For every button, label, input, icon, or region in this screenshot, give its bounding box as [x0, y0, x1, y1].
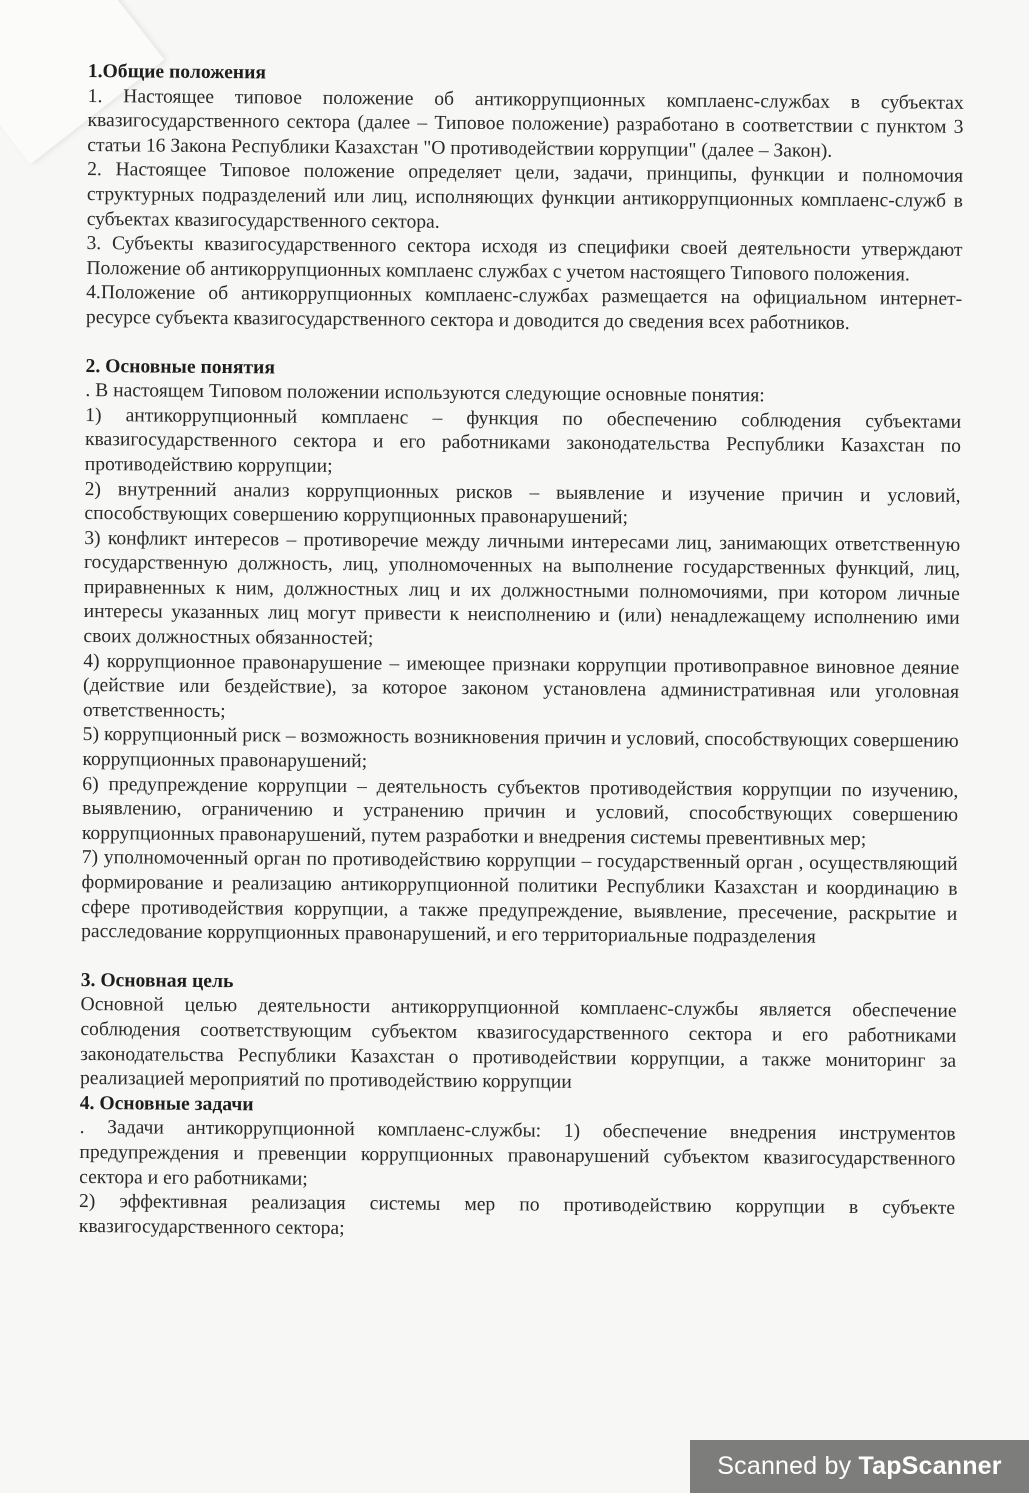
definition-4: 4) коррупционное правонарушение – имеющее признаки коррупции противоправное виновное деяние (действие или бездействие), за которое законом установлена административная или уголовная ответственность; — [82, 650, 960, 722]
section-1-paragraph-2: 2. Настоящее Типовое положение определяет цели, задачи, принципы, функции и полномочия структурных подразделений или лиц, исполняющих функции антикоррупционных комплаенс-служб в субъектах квазигосударственного сектора. — [86, 159, 964, 233]
watermark-brand: TapScanner — [858, 1452, 1002, 1480]
definition-1: 1) антикоррупционный комплаенс – функция по обеспечению соблюдения субъектами квазигосударственного сектора и его работниками законодательства Республики Казахстан по противодействию коррупции; — [84, 404, 962, 477]
definition-6: 6) предупреждение коррупции – деятельность субъектов противодействия коррупции по изучению, выявлению, ограничению и устранению причин и условий, способствующих совершению коррупционных правонарушений, путем разработки и внедрения системы превентивных мер; — [81, 773, 959, 850]
section-2-intro: . В настоящем Типовом положении используются следующие основные понятия: — [85, 380, 765, 407]
section-1-paragraph-3: 3. Субъекты квазигосударственного сектора исходя из специфики своей деятельности утверждают Положение об антикоррупционных комплаенс службах с учетом настоящего Типового положения. — [86, 233, 963, 286]
watermark-prefix: Scanned by — [717, 1452, 859, 1480]
section-4-paragraph-1: . Задачи антикоррупционной комплаенс-службы: 1) обеспечение внедрения инструментов предупреждения и превенции коррупционных правонарушений субъектом квазигосударственного сектора и его работниками; — [79, 1117, 956, 1190]
section-1-title: 1.Общие положения — [87, 60, 267, 84]
section-1-paragraph-4: 4.Положение об антикоррупционных комплаенс-службах размещается на официальном интернет-ресурсе субъекта квазигосударственного сектора и доводится до сведения всех работников. — [85, 282, 963, 334]
document-body — [79, 60, 964, 1246]
section-4-title: 4. Основные задачи — [79, 1092, 254, 1116]
section-3-paragraph-1: Основной целью деятельности антикоррупционной комплаенс-службы является обеспечение соблюдения соответствующим субъектом квазигосударственного сектора и его работниками законодательства Республики Казахстан о противодействии коррупции, а также мониторинг за реализацией мероприятий по противодействию коррупции — [79, 994, 957, 1093]
section-1-paragraph-1: 1. Настоящее типовое положение об антикоррупционных комплаенс-службах в субъектах квазигосударственного сектора (далее – Типовое положение) разработано в соответствии с пунктом 3 статьи 16 Закона Республики Казахстан "О противодействии коррупции" (далее – Закон). — [87, 85, 964, 162]
section-3-title: 3. Основная цель — [80, 969, 234, 992]
section-4-paragraph-2: 2) эффективная реализация системы мер по противодействию коррупции в субъекте квазигосударственного сектора; — [78, 1191, 956, 1239]
section-2-title: 2. Основные понятия — [85, 355, 276, 379]
definition-7: 7) уполномоченный орган по противодействию коррупции – государственный орган , осуществляющий формирование и реализацию антикоррупционной политики Республики Казахстан и координацию в сфере противодействия коррупции, а также предупреждение, выявление, пресечение, раскрытие и расследование коррупционных правонарушений, и его территориальные подразделения — [81, 847, 958, 948]
scanner-watermark — [690, 1440, 1029, 1493]
definition-3: 3) конфликт интересов – противоречие между личными интересами лиц, занимающих ответственную государственную должность, лиц, уполномоченных на выполнение государственных функций, лиц, приравненных к ним, должностных лиц и их должностными полномочиями, при котором личные интересы указанных лиц могут привести к неисполнению и (или) ненадлежащему исполнению ими своих должностных обязанностей; — [83, 527, 961, 650]
definition-5: 5) коррупционный риск – возможность возникновения причин и условий, способствующих совершению коррупционных правонарушений; — [82, 724, 959, 773]
definition-2: 2) внутренний анализ коррупционных рисков – выявление и изучение причин и условий, способствующих совершению коррупционных правонарушений; — [84, 478, 961, 529]
